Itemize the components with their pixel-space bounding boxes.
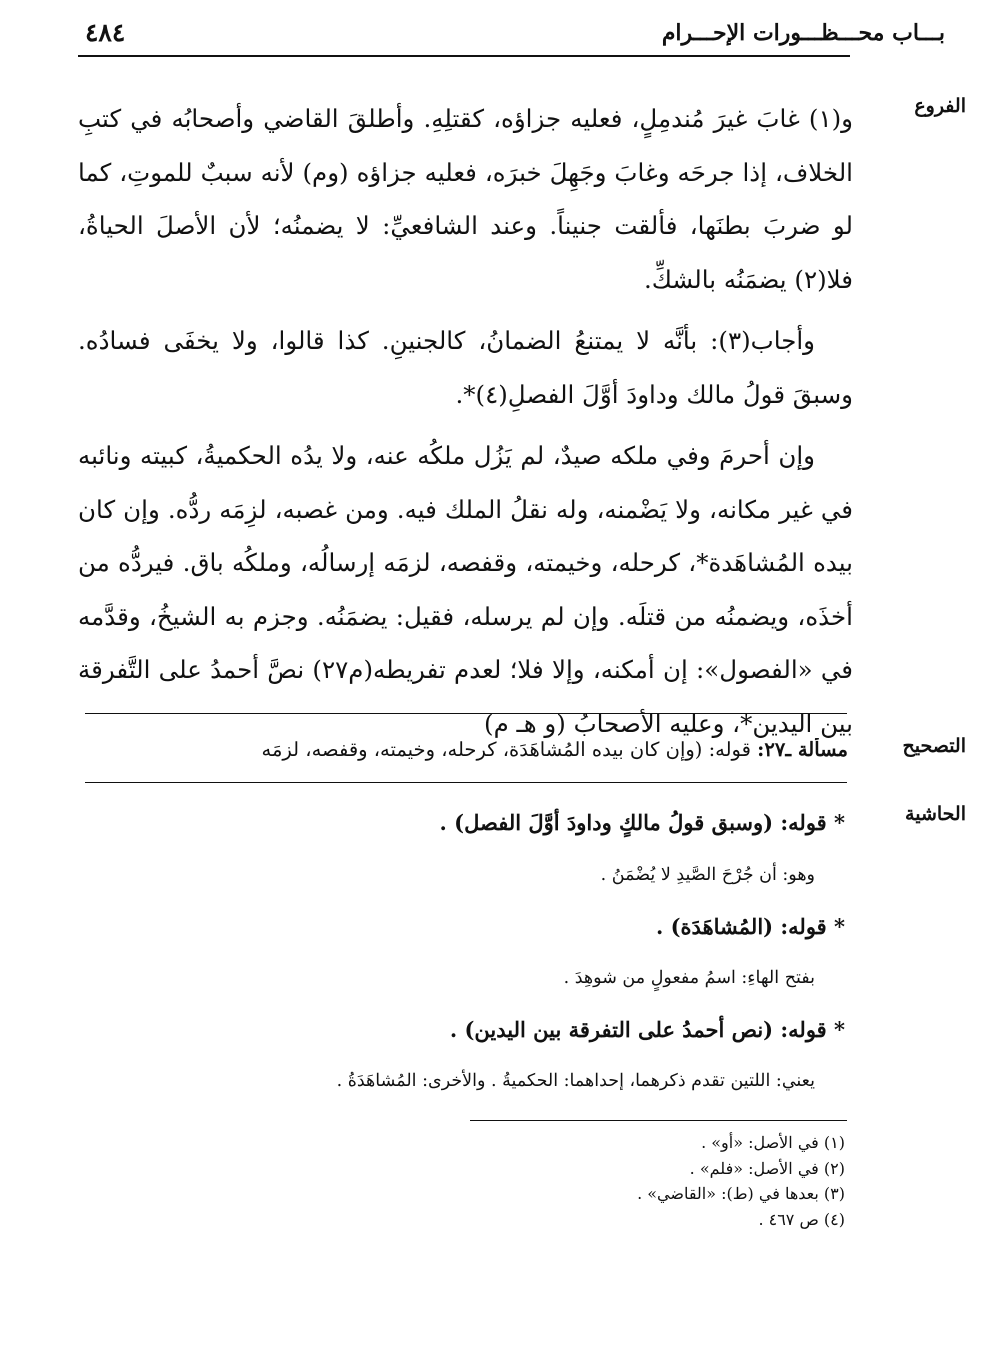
correction-text: قوله: (وإن كان بيده المُشاهَدَة، كرحله، وخيمته، وقفصه، لزمَه	[261, 738, 751, 761]
hashiya-heading: * قوله: (نص أحمدُ على التفرقة بين اليدين) .	[449, 1017, 845, 1042]
paragraph-1: و(١) غابَ غيرَ مُندمِلٍ، فعليه جزاؤه، كقتلِهِ. وأطلقَ القاضي وأصحابُه في كتبِ الخلاف، إذا جرحَه وغابَ وجَهِلَ خبرَه، فعليه جزاؤه (وم) لأنه سببٌ للموتِ، كما لو ضربَ بطنَها، فألقت جنيناً. وعند الشافعيِّ: لا يضمنُه؛ لأن الأصلَ الحياةُ، فلا(٢) يضمَنُه بالشكِّ.	[78, 104, 853, 294]
side-label-tashih: التصحيح	[902, 735, 966, 757]
side-label-hashiya: الحاشية	[905, 803, 966, 825]
section-divider	[85, 782, 847, 783]
hashiya-heading: * قوله: (وسبق قولُ مالكٍ وداودَ أوَّلَ الفصل) .	[439, 810, 845, 835]
hashiya-comment: وهو: أن جُرْحَ الصَّيدِ لا يُضْمَنُ .	[600, 865, 815, 885]
hashiya-comment: يعني: اللتين تقدم ذكرهما، إحداهما: الحكميةُ . والأخرى: المُشاهَدَةُ .	[336, 1071, 815, 1091]
hashiya-comment: بفتح الهاءِ: اسمُ مفعولٍ من شوهِدَ .	[563, 968, 815, 988]
page-number: ٤٨٤	[85, 18, 126, 47]
correction-line	[83, 738, 848, 761]
correction-label: مسألة ـ٢٧:	[757, 738, 848, 761]
footnote: (٤) ص ٤٦٧ .	[758, 1209, 845, 1229]
footnotes	[637, 1130, 845, 1232]
header-divider	[78, 55, 850, 57]
footnote: (١) في الأصل: «أو» .	[701, 1133, 845, 1152]
footnote: (٢) في الأصل: «فلم» .	[689, 1158, 845, 1178]
footnote-divider	[470, 1120, 847, 1121]
paragraph-3: وإن أحرمَ وفي ملكه صيدٌ، لم يَزُل ملكُه عنه، ولا يدُه الحكميةُ، كبيته ونائبه في غير مكانه، ولا يَضْمنه، وله نقلُ الملك فيه. ومن غصبه، لزِمَه ردُّه. وإن كان بيده المُشاهَدة*، كرحله، وخيمته، وقفصه، لزمَه إرسالُه، وملكُه باق. فيردُّه من أخذَه، ويضمنُه من قتلَه. وإن لم يرسله، فقيل: يضمَنُه. وجزم به الشيخُ، وقدَّمه في «الفصول»: إن أمكنه، وإلا فلا؛ لعدم تفريطه(م٢٧) نصَّ أحمدُ على التَّفرقة بين اليدين*، وعليه الأصحابُ (و هـ م)	[78, 441, 854, 738]
running-head: بـــاب محـــظـــورات الإحـــرام	[661, 20, 945, 46]
footnote: (٣) بعدها في (ط): «القاضي» .	[637, 1184, 845, 1203]
side-label-furu: الفروع	[914, 95, 966, 117]
hashiya-heading: * قوله: (المُشاهَدَة) .	[656, 914, 845, 939]
paragraph-2: وأجاب(٣): بأنَّه لا يمتنعُ الضمانُ، كالجنينِ. كذا قالوا، ولا يخفَى فسادُه. وسبقَ قولُ مالك وداودَ أوَّلَ الفصلِ(٤)*.	[78, 326, 853, 409]
section-divider	[85, 713, 847, 714]
main-text	[78, 92, 853, 750]
